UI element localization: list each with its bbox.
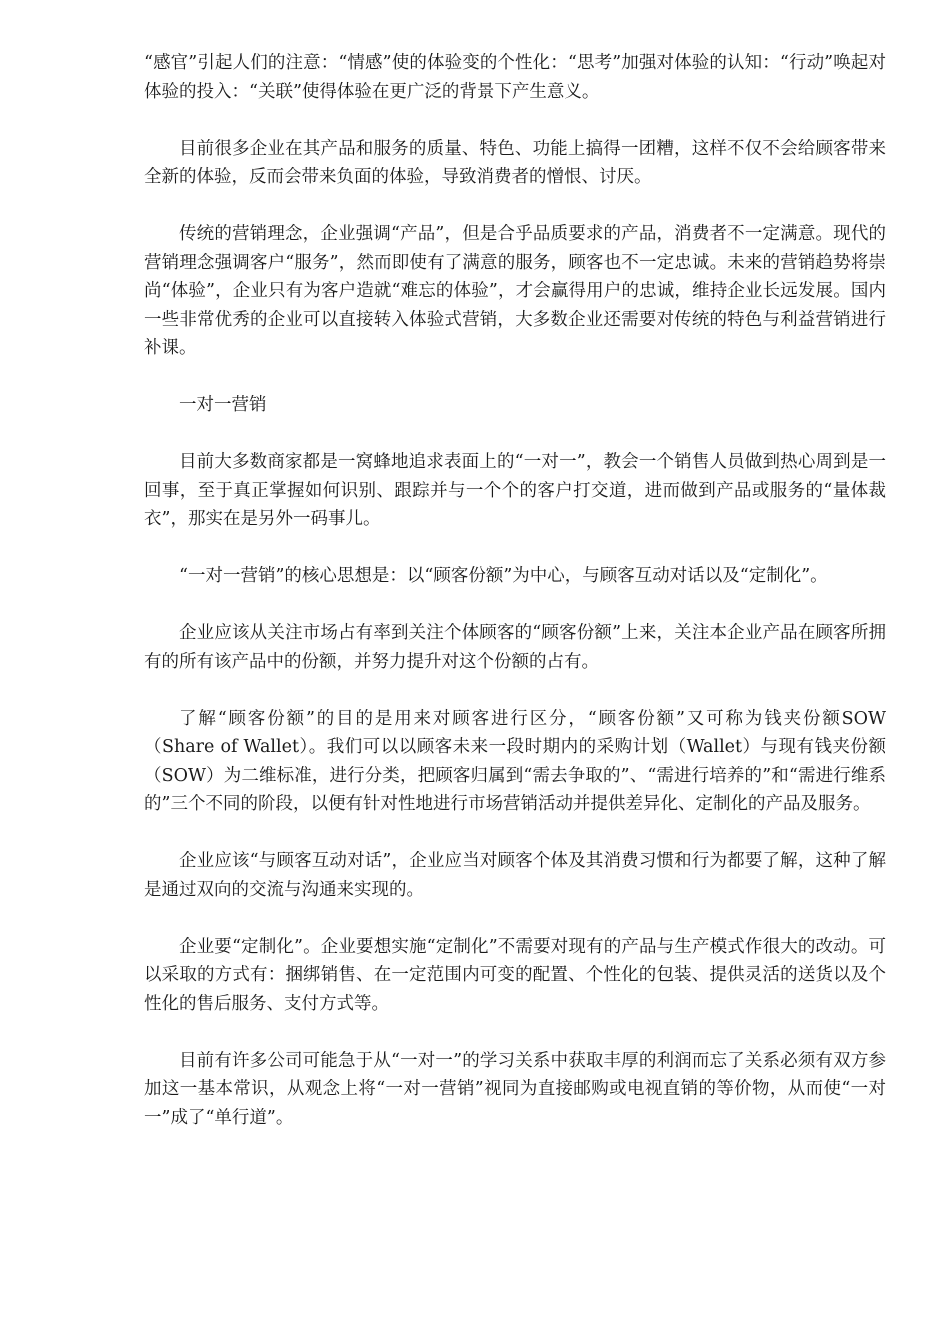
paragraph-customization: 企业要“定制化”。企业要想实施“定制化”不需要对现有的产品与生产模式作很大的改动。可以采取的方式有：捆绑销售、在一定范围内可变的配置、个性化的包装、提供灵活的送货以及个性化的售后服务、支付方式等。 — [144, 936, 886, 1014]
paragraph-core-idea: “一对一营销”的核心思想是：以“顾客份额”为中心，与顾客互动对话以及“定制化”。 — [179, 566, 828, 586]
paragraph-one-way-street: 目前有许多公司可能急于从“一对一”的学习关系中获取丰厚的利润而忘了关系必须有双方参加这一基本常识，从观念上将“一对一营销”视同为直接邮购或电视直销的等价物，从而使“一对一”成了“单行道”。 — [144, 1050, 886, 1128]
paragraph-experience-dimensions: “感官”引起人们的注意：“情感”使的体验变的个性化：“思考”加强对体验的认知：“行动”唤起对体验的投入：“关联”使得体验在更广泛的背景下产生意义。 — [144, 53, 886, 102]
document-body — [144, 49, 886, 1161]
paragraph-merchants-one-to-one: 目前大多数商家都是一窝蜂地追求表面上的“一对一”，教会一个销售人员做到热心周到是一回事，至于真正掌握如何识别、跟踪并与一个个的客户打交道，进而做到产品或服务的“量体裁衣”，那实在是另外一码事儿。 — [144, 452, 886, 529]
section-heading-one-to-one-marketing: 一对一营销 — [179, 395, 267, 415]
paragraph-marketing-trends: 传统的营销理念，企业强调“产品”，但是合乎品质要求的产品，消费者不一定满意。现代的营销理念强调客户“服务”，然而即使有了满意的服务，顾客也不一定忠诚。未来的营销趋势将崇尚“体验”，企业只有为客户造就“难忘的体验”，才会赢得用户的忠诚，维持企业长远发展。国内一些非常优秀的企业可以直接转入体验式营销，大多数企业还需要对传统的特色与利益营销进行补课。 — [144, 224, 886, 358]
paragraph-negative-experience: 目前很多企业在其产品和服务的质量、特色、功能上搞得一团糟，这样不仅不会给顾客带来全新的体验，反而会带来负面的体验，导致消费者的憎恨、讨厌。 — [144, 138, 886, 187]
paragraph-customer-share: 企业应该从关注市场占有率到关注个体顾客的“顾客份额”上来，关注本企业产品在顾客所拥有的所有该产品中的份额，并努力提升对这个份额的占有。 — [144, 623, 886, 672]
paragraph-share-of-wallet: 了解“顾客份额”的目的是用来对顾客进行区分，“顾客份额”又可称为钱夹份额SOW（Share of Wallet）。我们可以以顾客未来一段时期内的采购计划（Wallet）与现有钱夹份额（SOW）为二维标准，进行分类，把顾客归属到“需去争取的”、“需进行培养的”和“需进行维系的”三个不同的阶段，以便有针对性地进行市场营销活动并提供差异化、定制化的产品及服务。 — [144, 708, 886, 814]
paragraph-interactive-dialogue: 企业应该“与顾客互动对话”，企业应当对顾客个体及其消费习惯和行为都要了解，这种了解是通过双向的交流与沟通来实现的。 — [144, 851, 886, 900]
